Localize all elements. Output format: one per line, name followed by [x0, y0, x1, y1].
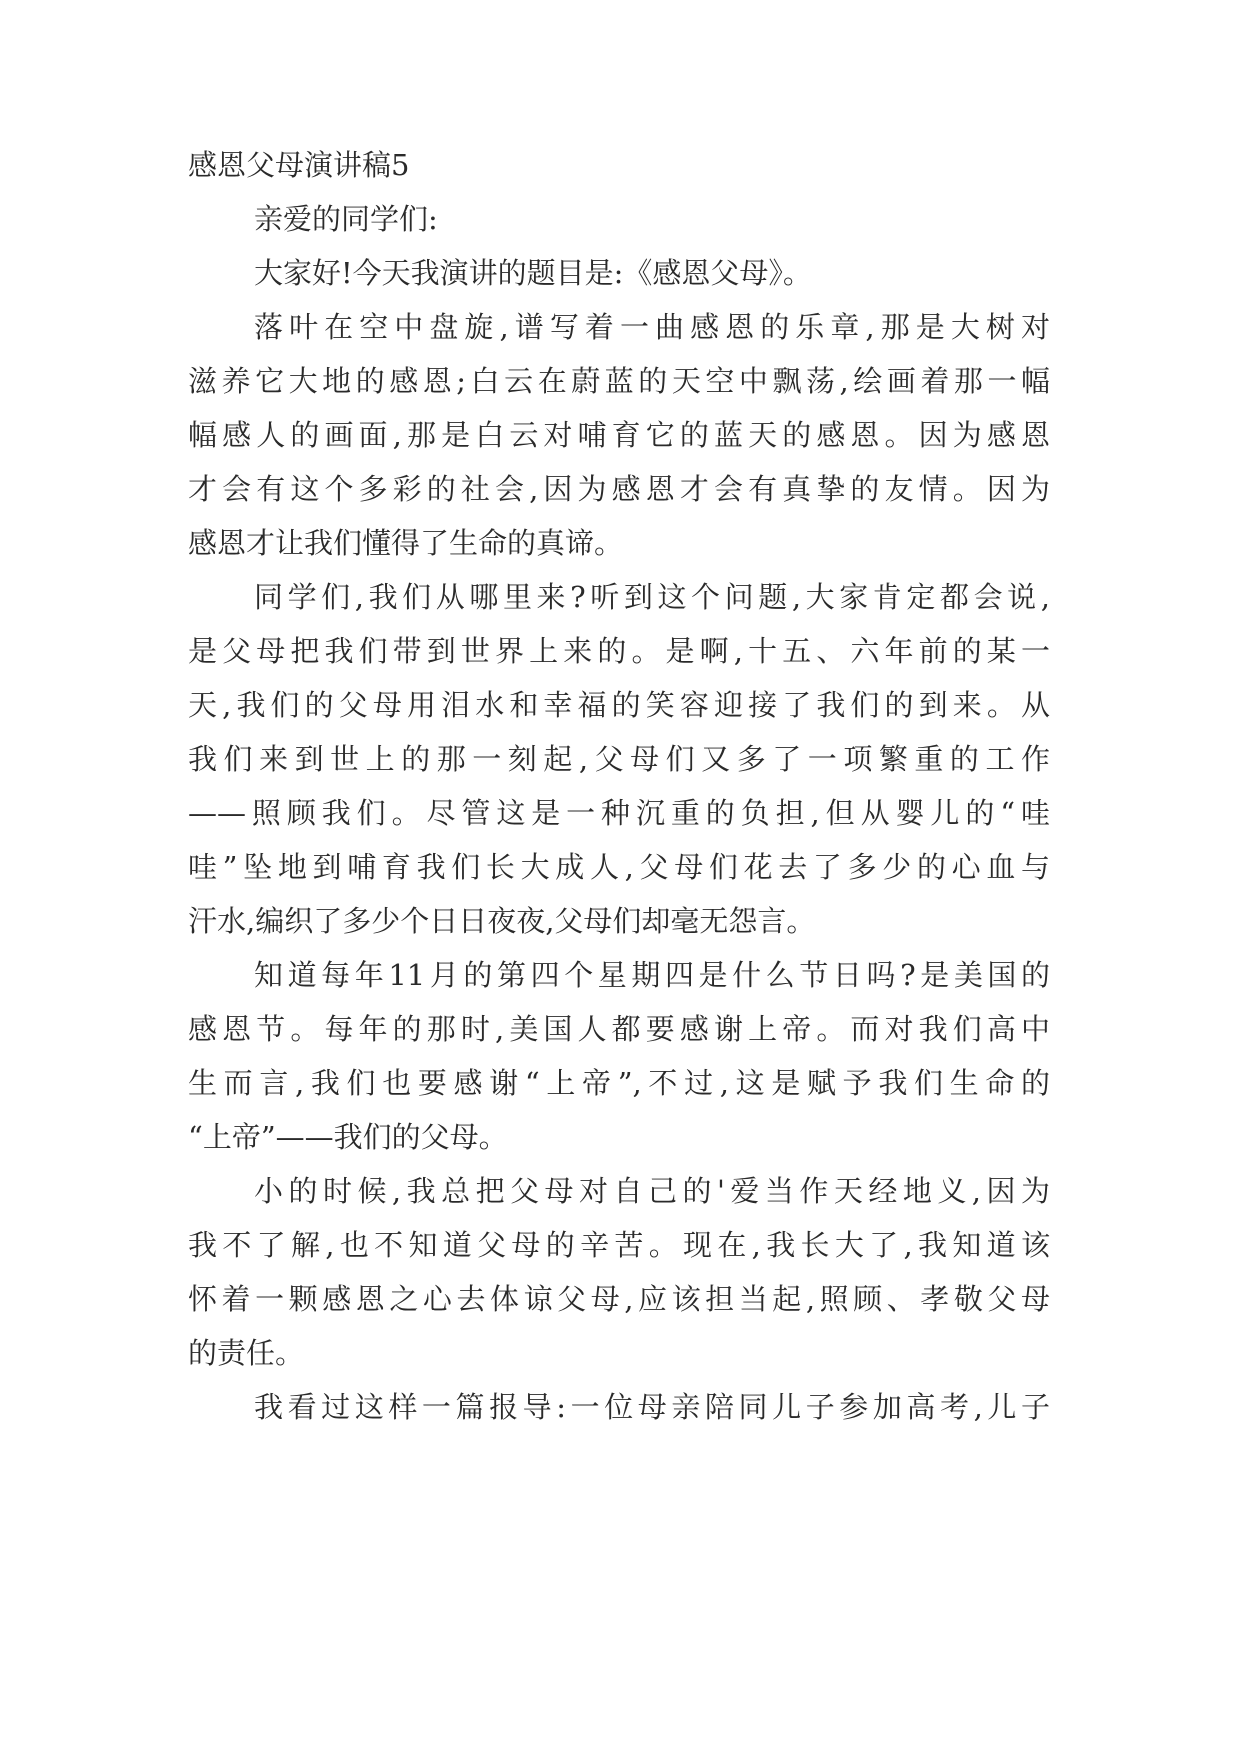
paragraph-2-line-2: 是父母把我们带到世界上来的。是啊,十五、六年前的某一 [188, 634, 1050, 668]
paragraph-1-line-3: 幅感人的画面,那是白云对哺育它的蓝天的感恩。因为感恩 [188, 418, 1050, 452]
paragraph-3-line-1: 知道每年11月的第四个星期四是什么节日吗?是美国的 [254, 958, 1050, 992]
paragraph-2-line-4: 我们来到世上的那一刻起,父母们又多了一项繁重的工作 [188, 742, 1050, 776]
paragraph-2-line-1: 同学们,我们从哪里来?听到这个问题,大家肯定都会说, [254, 580, 1050, 614]
paragraph-1-line-1: 落叶在空中盘旋,谱写着一曲感恩的乐章,那是大树对 [254, 310, 1050, 344]
paragraph-3-line-3: 生而言,我们也要感谢“上帝”,不过,这是赋予我们生命的 [188, 1066, 1050, 1100]
document-page [188, 0, 1050, 1754]
paragraph-2-line-3: 天,我们的父母用泪水和幸福的笑容迎接了我们的到来。从 [188, 688, 1050, 722]
paragraph-2-line-6: 哇”坠地到哺育我们长大成人,父母们花去了多少的心血与 [188, 850, 1050, 884]
paragraph-4-line-2: 我不了解,也不知道父母的辛苦。现在,我长大了,我知道该 [188, 1228, 1050, 1262]
paragraph-3-line-2: 感恩节。每年的那时,美国人都要感谢上帝。而对我们高中 [188, 1012, 1050, 1046]
document-title: 感恩父母演讲稿5 [188, 148, 410, 182]
paragraph-5-line-1: 我看过这样一篇报导:一位母亲陪同儿子参加高考,儿子 [254, 1390, 1050, 1424]
opening-line: 大家好!今天我演讲的题目是:《感恩父母》。 [254, 256, 812, 290]
paragraph-3-line-4: “上帝”——我们的父母。 [188, 1120, 508, 1154]
paragraph-2-line-7: 汗水,编织了多少个日日夜夜,父母们却毫无怨言。 [188, 904, 816, 938]
paragraph-4-line-3: 怀着一颗感恩之心去体谅父母,应该担当起,照顾、孝敬父母 [188, 1282, 1050, 1316]
paragraph-4-line-1: 小的时候,我总把父母对自己的'爱当作天经地义,因为 [254, 1174, 1050, 1208]
paragraph-4-line-4: 的责任。 [188, 1336, 305, 1370]
greeting-line: 亲爱的同学们: [254, 202, 438, 236]
paragraph-1-line-5: 感恩才让我们懂得了生命的真谛。 [188, 526, 624, 560]
paragraph-1-line-4: 才会有这个多彩的社会,因为感恩才会有真挚的友情。因为 [188, 472, 1050, 506]
paragraph-2-line-5: ——照顾我们。尽管这是一种沉重的负担,但从婴儿的“哇 [188, 796, 1050, 830]
paragraph-1-line-2: 滋养它大地的感恩;白云在蔚蓝的天空中飘荡,绘画着那一幅 [188, 364, 1050, 398]
